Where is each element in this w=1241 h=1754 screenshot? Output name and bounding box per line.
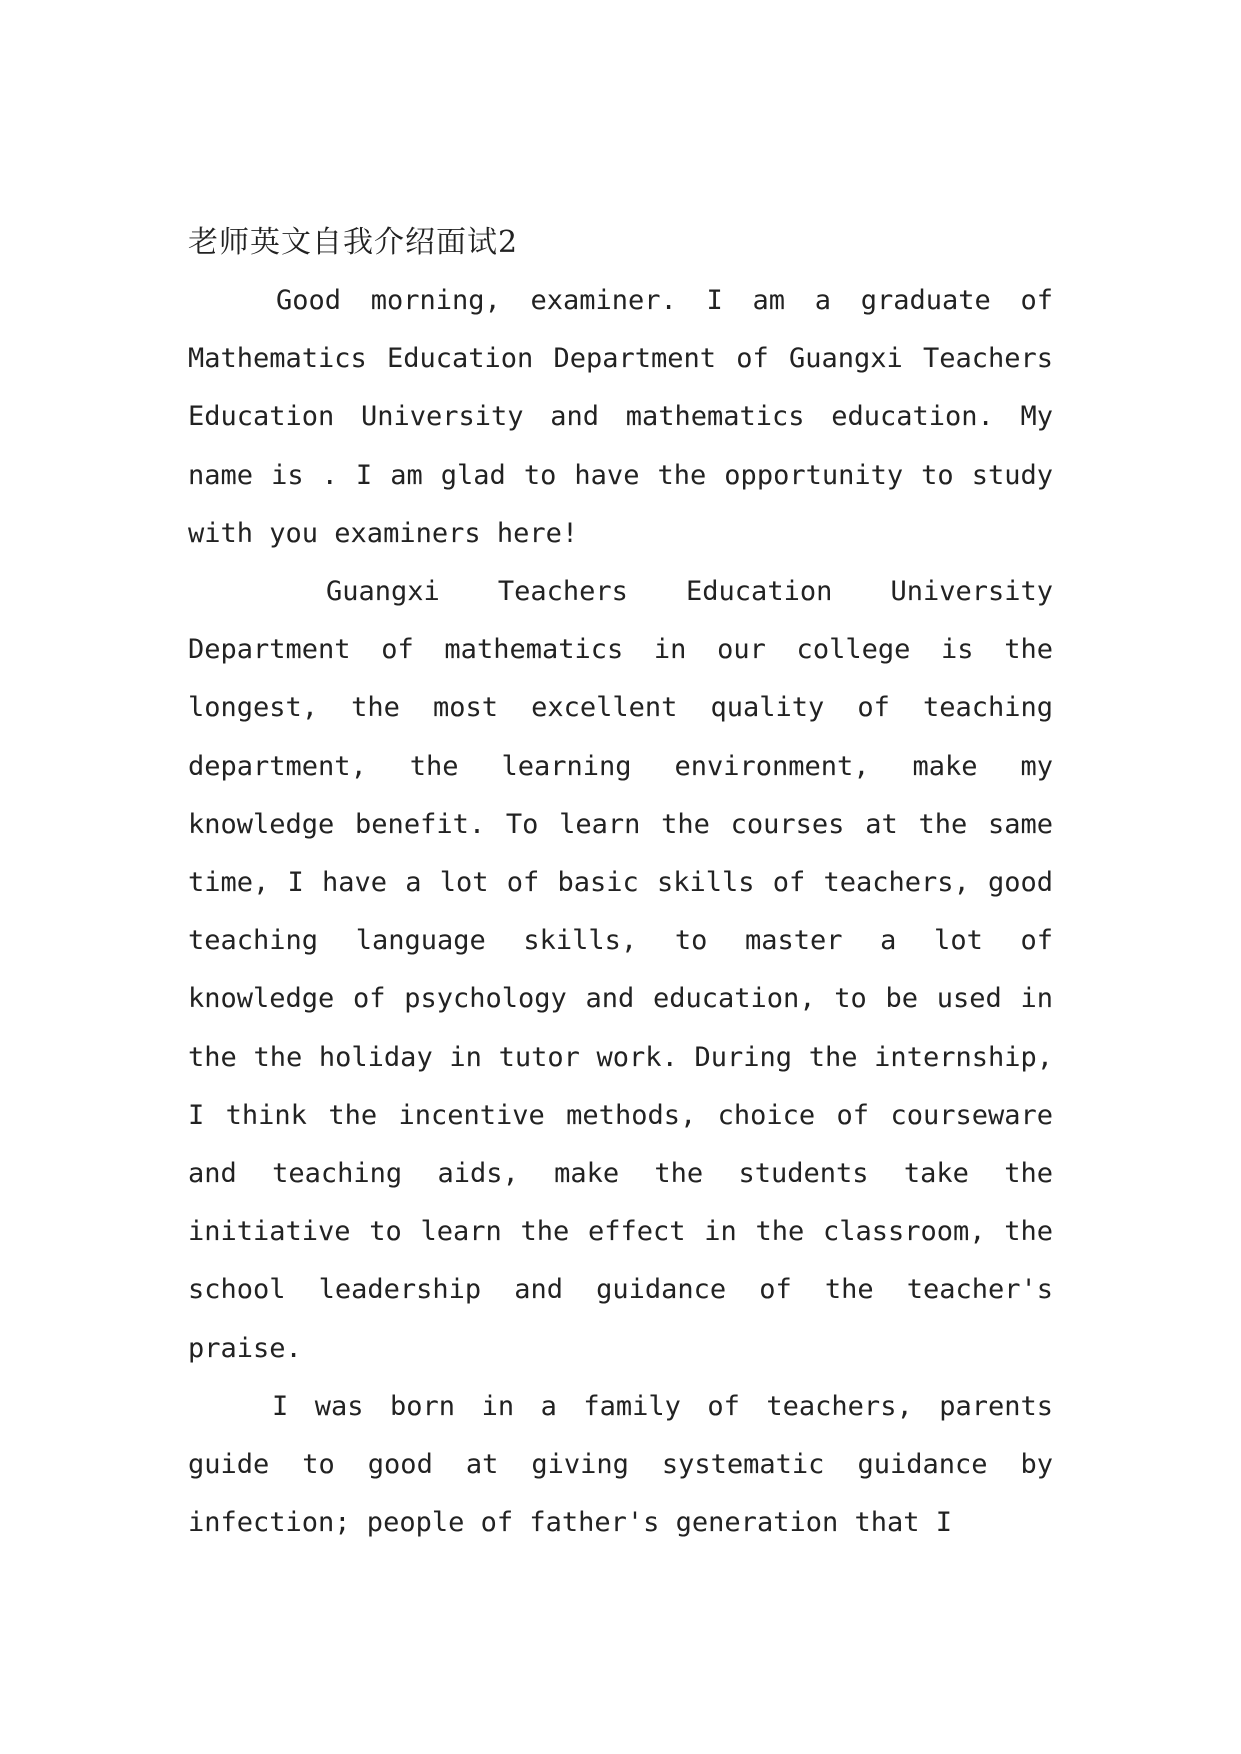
paragraph-introduction: Good morning, examiner. I am a graduate of Mathematics Education Department of Guangxi Teachers Education University and mathematics education. My name is . I am glad to have the opportunity to study with you examiners here! [188,285,1053,549]
paragraph-family: I was born in a family of teachers, parents guide to good at giving systematic guidance by infection; people of father's generation that I [188,1390,1053,1539]
paragraph-university: Guangxi Teachers Education University Department of mathematics in our college is the longest, the most excellent quality of teaching department, the learning environment, make my knowledge benefit. To learn the courses at the same time, I have a lot of basic skills of teachers, good teaching language skills, to master a lot of knowledge of psychology and education, to be used in the the holiday in tutor work. During the internship, I think the incentive methods, choice of courseware and teaching aids, make the students take the initiative to learn the effect in the classroom, the school leadership and guidance of the teacher's praise. [188,576,1053,1364]
document-title: 老师英文自我介绍面试2 [188,225,519,260]
document-body [188,218,1053,1552]
